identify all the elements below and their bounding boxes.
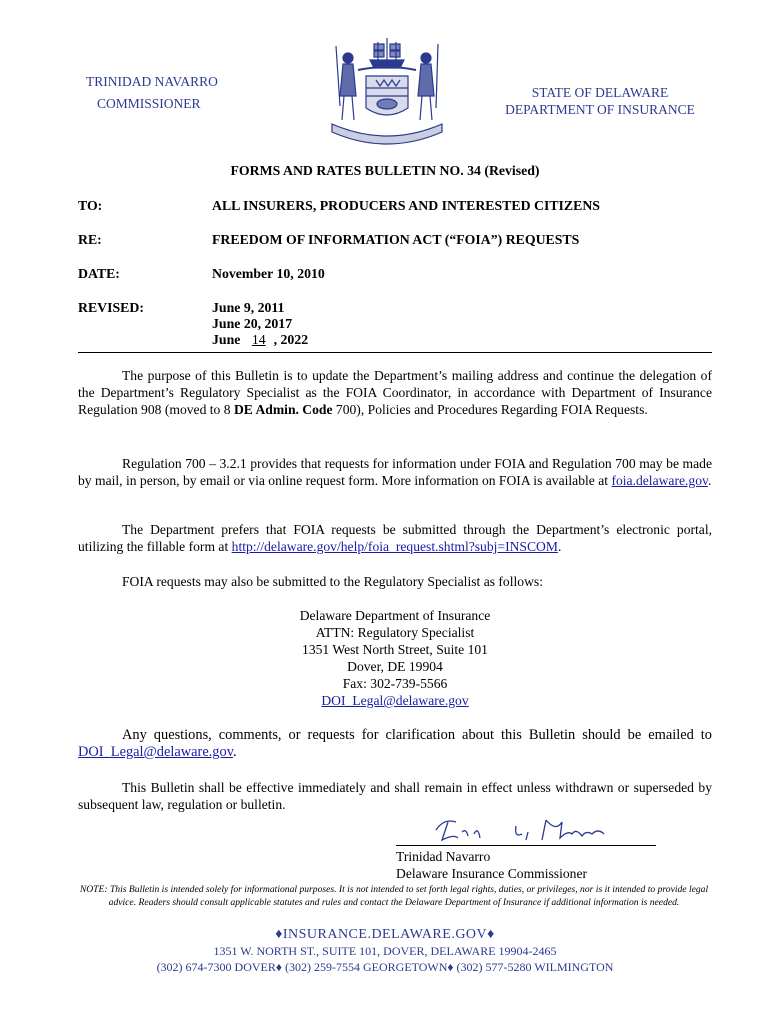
disclaimer-note: NOTE: This Bulletin is intended solely for informational purposes. It is not intended to set forth legal rights, duties, or privileges, nor is it intended to provide legal advice. Readers should consult applicable statutes and rules and contact the Delaware Department of Insurance if additional information is needed.: [79, 884, 709, 908]
paragraph-effective: This Bulletin shall be effective immediately and shall remain in effect unless withdrawn or superseded by subsequent law, regulation or bulletin.: [78, 780, 712, 812]
department-name: DEPARTMENT OF INSURANCE: [505, 102, 695, 117]
paragraph-regulation: Regulation 700 – 3.2.1 provides that requests for information under FOIA and Regulation 700 may be made by mail, in person, by email or via online request form. More information on FOIA is available at foia.delaware.gov.: [78, 456, 712, 488]
footer-phones: (302) 674-7300 DOVER♦ (302) 259-7554 GEORGETOWN♦ (302) 577-5280 WILMINGTON: [156, 960, 614, 974]
questions-email-link[interactable]: DOI_Legal@delaware.gov: [78, 744, 233, 760]
foia-link[interactable]: foia.delaware.gov: [611, 473, 708, 488]
revised-label: REVISED:: [78, 300, 144, 315]
bulletin-title: FORMS AND RATES BULLETIN NO. 34 (Revised): [230, 163, 540, 178]
date-value: November 10, 2010: [212, 266, 325, 281]
commissioner-title: COMMISSIONER: [97, 96, 201, 111]
re-value: FREEDOM OF INFORMATION ACT (“FOIA”) REQUESTS: [212, 232, 580, 247]
commissioner-name: TRINIDAD NAVARRO: [86, 74, 218, 89]
address-line: 1351 West North Street, Suite 101: [302, 642, 488, 657]
revised-dates: [212, 300, 308, 348]
address-block: [78, 607, 712, 709]
paragraph-portal: The Department prefers that FOIA requests be submitted through the Department’s electronic portal, utilizing the fillable form at http://delaware.gov/help/foia_request.shtml?subj=INSCOM.: [78, 522, 712, 554]
state-name: STATE OF DELAWARE: [531, 85, 669, 100]
foia-request-form-link[interactable]: http://delaware.gov/help/foia_request.shtml?subj=INSCOM: [231, 539, 558, 554]
paragraph-questions: Any questions, comments, or requests for clarification about this Bulletin should be emailed to DOI_Legal@delaware.gov.: [78, 727, 712, 760]
address-line: Delaware Department of Insurance: [299, 608, 491, 623]
signer-name: Trinidad Navarro: [396, 849, 491, 864]
date-label: DATE:: [78, 266, 120, 281]
address-email-link[interactable]: DOI_Legal@delaware.gov: [321, 693, 469, 708]
signer-title: Delaware Insurance Commissioner: [396, 866, 588, 881]
header-divider: [78, 352, 712, 353]
to-label: TO:: [78, 198, 103, 213]
revised-date-1: June 9, 2011: [212, 300, 285, 315]
signature-image: [396, 812, 656, 846]
signature-name: Trinidad Navarro: [396, 837, 466, 846]
revised-date-3: June 14 , 2022: [212, 332, 309, 347]
re-label: RE:: [78, 232, 102, 247]
footer-website: ♦INSURANCE.DELAWARE.GOV♦: [275, 927, 495, 942]
paragraph-mail: FOIA requests may also be submitted to the Regulatory Specialist as follows:: [122, 574, 543, 589]
revised-day: 14: [251, 332, 266, 347]
footer-address: 1351 W. NORTH ST., SUITE 101, DOVER, DELAWARE 19904-2465: [213, 944, 557, 958]
to-value: ALL INSURERS, PRODUCERS AND INTERESTED CITIZENS: [212, 198, 600, 213]
address-line: Fax: 302-739-5566: [342, 676, 448, 691]
signature-line: [396, 845, 656, 846]
revised-date-2: June 20, 2017: [212, 316, 293, 331]
state-seal-icon: [318, 36, 456, 148]
signature-block: [396, 848, 587, 882]
address-line: ATTN: Regulatory Specialist: [315, 625, 475, 640]
footer: [0, 927, 770, 975]
address-line: Dover, DE 19904: [347, 659, 443, 674]
paragraph-purpose: The purpose of this Bulletin is to update the Department’s mailing address and continue the delegation of the Department’s Regulatory Specialist as the FOIA Coordinator, in accordance with Department of Insurance Regulation 908 (moved to 8 DE Admin. Code 700), Policies and Procedures Regarding FOIA Requests.: [78, 368, 712, 417]
